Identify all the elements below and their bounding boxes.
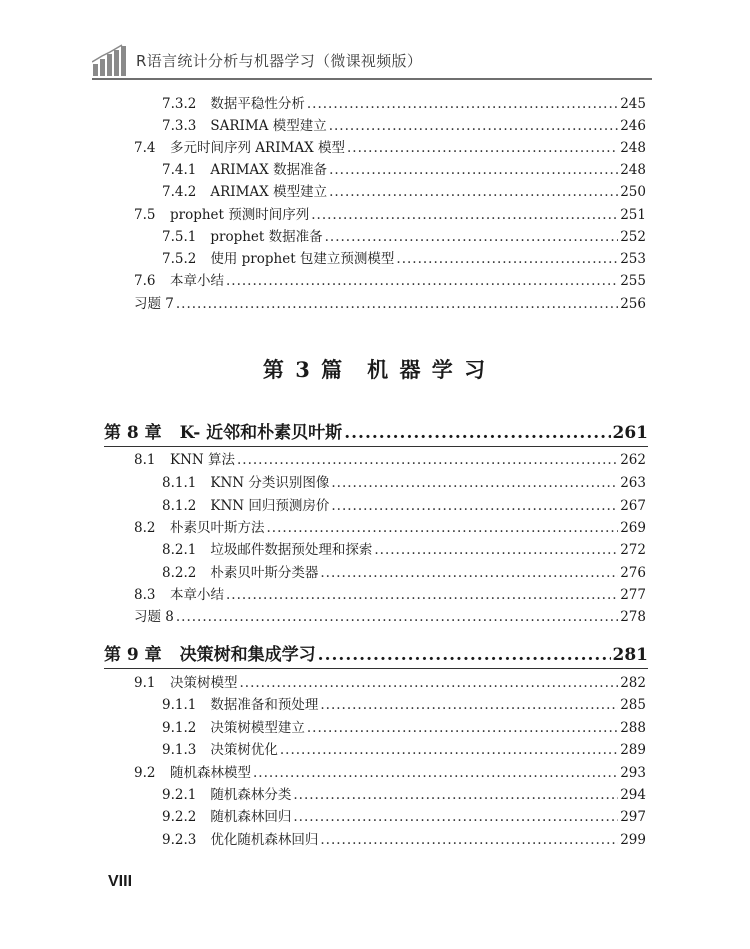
chapter-heading-8[interactable] (104, 422, 648, 444)
entry-title: 优化随机森林回归 (210, 832, 319, 848)
entry-page: 256 (620, 296, 646, 312)
toc-entry[interactable] (0, 808, 646, 826)
entry-title: 使用 prophet 包建立预测模型 (210, 251, 395, 267)
entry-page: 288 (620, 720, 646, 736)
entry-number: 9.2.1 (162, 787, 197, 803)
entry-page: 277 (620, 587, 646, 603)
entry-number: 8.2.2 (162, 565, 197, 581)
dot-leader (347, 139, 618, 157)
entry-page: 248 (620, 140, 646, 156)
entry-title: 随机森林模型 (170, 765, 251, 781)
dot-leader (396, 250, 618, 268)
entry-page: 289 (620, 742, 646, 758)
entry-title: 决策树优化 (210, 742, 278, 758)
toc-entry[interactable] (0, 831, 646, 849)
toc-entry[interactable] (0, 564, 646, 582)
toc-entry-exercises[interactable] (0, 608, 646, 626)
dot-leader (374, 541, 618, 559)
toc-entry[interactable] (0, 696, 646, 714)
entry-page: 252 (620, 229, 646, 245)
dot-leader (311, 206, 618, 224)
entry-page: 245 (620, 96, 646, 112)
entry-page: 248 (620, 162, 646, 178)
entry-page: 255 (620, 273, 646, 289)
dot-leader (325, 228, 619, 246)
bar-chart-logo-icon (92, 44, 128, 76)
chapter-rule (104, 446, 648, 447)
entry-title: 习题 8 (134, 609, 174, 625)
entry-title: 习题 7 (134, 296, 174, 312)
entry-number: 8.2.1 (162, 542, 197, 558)
entry-number: 7.5.1 (162, 229, 197, 245)
toc-entry[interactable]: 7.4 多元时间序列 ARIMAX 模型 ..... 248 (0, 139, 646, 157)
entry-title: 数据准备和预处理 (210, 697, 319, 713)
toc-entry[interactable]: 8.2 朴素贝叶斯方法 ..... 269 (0, 519, 646, 537)
entry-page: 269 (620, 520, 646, 536)
dot-leader (331, 474, 618, 492)
entry-page: 272 (620, 542, 646, 558)
toc-entry[interactable]: 9.2 随机森林模型 ..... 293 (0, 764, 646, 782)
dot-leader (280, 741, 618, 759)
entry-number: 8.1.2 (162, 498, 197, 514)
entry-page: 251 (620, 207, 646, 223)
toc-entry[interactable] (0, 786, 646, 804)
toc-entry[interactable] (0, 250, 646, 268)
header-rule (92, 78, 652, 80)
chapter-rule (104, 668, 648, 669)
entry-number: 9.1.1 (162, 697, 197, 713)
dot-leader (329, 161, 618, 179)
entry-title: 决策树模型建立 (210, 720, 305, 736)
entry-number: 7.3.3 (162, 118, 197, 134)
running-header (92, 44, 652, 78)
entry-title: 决策树模型 (170, 675, 238, 691)
entry-page: 294 (620, 787, 646, 803)
toc-entry[interactable]: 8.1 KNN 算法 ..... 262 (0, 451, 646, 469)
dot-leader (293, 786, 618, 804)
entry-title: KNN 回归预测房价 (210, 498, 330, 514)
dot-leader (293, 808, 618, 826)
chapter-number: 第 9 章 (104, 645, 162, 665)
entry-page: 293 (620, 765, 646, 781)
entry-page: 262 (620, 452, 646, 468)
toc-entry[interactable] (0, 719, 646, 737)
toc-entry[interactable] (0, 228, 646, 246)
entry-number: 9.1.3 (162, 742, 197, 758)
toc-entry[interactable]: 8.3 本章小结 ..... 277 (0, 586, 646, 604)
entry-number: 9.2.3 (162, 832, 197, 848)
entry-page: 278 (620, 609, 646, 625)
toc-entry[interactable] (0, 497, 646, 515)
dot-leader (320, 696, 618, 714)
entry-title: 朴素贝叶斯方法 (170, 520, 265, 536)
dot-leader (253, 764, 618, 782)
toc-entry[interactable] (0, 161, 646, 179)
dot-leader (226, 272, 618, 290)
entry-number: 7.4.1 (162, 162, 197, 178)
dot-leader (318, 644, 611, 666)
chapter-title: K- 近邻和朴素贝叶斯 (179, 423, 343, 443)
dot-leader (331, 497, 618, 515)
toc-entry[interactable] (0, 95, 646, 113)
chapter-page: 281 (612, 645, 648, 665)
part-heading: 第 3 篇 机 器 学 习 (262, 357, 488, 382)
chapter-number: 第 8 章 (104, 423, 162, 443)
entry-title: 随机森林回归 (210, 809, 292, 825)
toc-entry[interactable]: 7.6 本章小结 ..... 255 (0, 272, 646, 290)
toc-entry[interactable]: 7.5 prophet 预测时间序列 ..... 251 (0, 206, 646, 224)
toc-entry[interactable]: 9.1 决策树模型 ..... 282 (0, 674, 646, 692)
dot-leader (320, 831, 618, 849)
chapter-page: 261 (612, 423, 648, 443)
toc-entry[interactable] (0, 183, 646, 201)
entry-number: 7.5.2 (162, 251, 197, 267)
dot-leader (329, 183, 618, 201)
entry-number: 9.1.2 (162, 720, 197, 736)
entry-title: 本章小结 (170, 273, 224, 289)
dot-leader (307, 719, 618, 737)
dot-leader (176, 608, 618, 626)
entry-title: 朴素贝叶斯分类器 (210, 565, 319, 581)
entry-title: 多元时间序列 ARIMAX 模型 (170, 140, 346, 156)
toc-entry[interactable] (0, 474, 646, 492)
dot-leader (240, 674, 619, 692)
entry-page: 263 (620, 475, 646, 491)
page-number: VIII (108, 873, 133, 890)
entry-page: 297 (620, 809, 646, 825)
entry-page: 250 (620, 184, 646, 200)
chapter-title: 决策树和集成学习 (179, 645, 316, 665)
entry-page: 276 (620, 565, 646, 581)
dot-leader (329, 117, 619, 135)
entry-title: prophet 预测时间序列 (170, 207, 310, 223)
dot-leader (344, 422, 610, 444)
entry-page: 282 (620, 675, 646, 691)
entry-title: KNN 分类识别图像 (210, 475, 330, 491)
chapter-heading-9[interactable] (104, 644, 648, 666)
entry-number: 8.1.1 (162, 475, 197, 491)
entry-title: ARIMAX 数据准备 (210, 162, 328, 178)
entry-title: 随机森林分类 (210, 787, 292, 803)
dot-leader (237, 451, 618, 469)
entry-title: 垃圾邮件数据预处理和探索 (210, 542, 373, 558)
entry-title: prophet 数据准备 (210, 229, 323, 245)
book-title: R语言统计分析与机器学习（微课视频版） (136, 52, 423, 70)
entry-page: 267 (620, 498, 646, 514)
entry-number: 7.3.2 (162, 96, 197, 112)
dot-leader (226, 586, 618, 604)
dot-leader (267, 519, 619, 537)
toc-entry[interactable] (0, 741, 646, 759)
dot-leader (176, 295, 618, 313)
entry-title: 数据平稳性分析 (210, 96, 305, 112)
entry-number: 7.4.2 (162, 184, 197, 200)
entry-title: KNN 算法 (170, 452, 236, 468)
toc-entry-exercises[interactable] (0, 295, 646, 313)
toc-entry[interactable] (0, 541, 646, 559)
entry-title: 本章小结 (170, 587, 224, 603)
dot-leader (320, 564, 618, 582)
entry-number: 9.2.2 (162, 809, 197, 825)
entry-page: 285 (620, 697, 646, 713)
entry-title: SARIMA 模型建立 (210, 118, 327, 134)
dot-leader (307, 95, 618, 113)
entry-page: 253 (620, 251, 646, 267)
entry-page: 299 (620, 832, 646, 848)
entry-page: 246 (620, 118, 646, 134)
entry-title: ARIMAX 模型建立 (210, 184, 328, 200)
toc-entry[interactable] (0, 117, 646, 135)
